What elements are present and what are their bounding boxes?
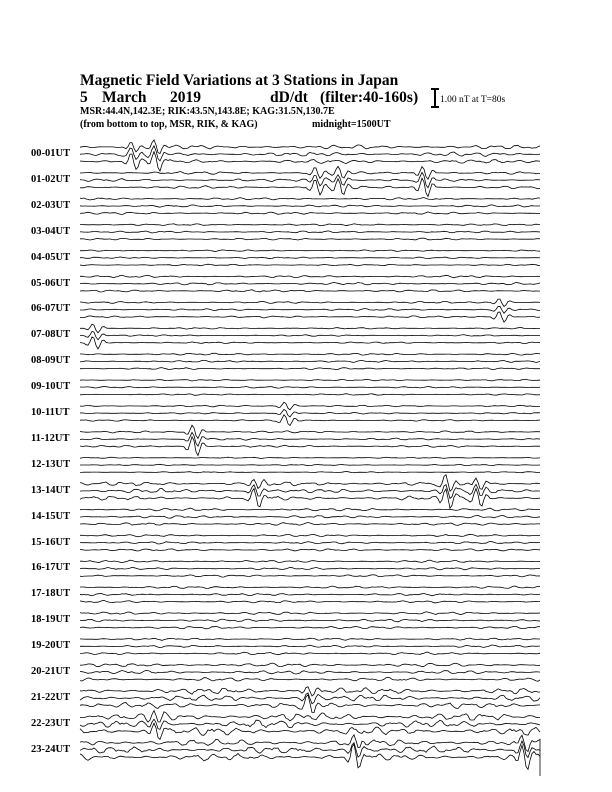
trace-msr <box>80 394 540 396</box>
trace-rik <box>80 432 540 446</box>
hour-label: 08-09UT <box>31 355 71 367</box>
hour-label: 19-20UT <box>31 640 71 652</box>
hour-label: 16-17UT <box>31 562 71 574</box>
trace-kag <box>80 638 540 640</box>
trace-kag <box>80 198 540 200</box>
trace-msr <box>80 652 540 655</box>
trace-kag <box>80 560 540 563</box>
trace-msr <box>80 549 540 551</box>
date-year: 2019 <box>170 89 201 106</box>
trace-kag <box>80 140 540 154</box>
trace-rik <box>80 360 540 362</box>
date-month: March <box>102 89 147 106</box>
trace-msr <box>80 523 540 526</box>
trace-kag <box>80 612 540 615</box>
trace-rik <box>80 386 540 388</box>
trace-kag <box>80 299 540 306</box>
trace-msr <box>80 677 540 681</box>
trace-rik <box>80 542 540 545</box>
trace-kag <box>80 224 540 226</box>
trace-rik <box>80 332 540 340</box>
trace-msr <box>80 744 540 769</box>
trace-msr <box>80 337 540 349</box>
trace-kag <box>80 275 540 278</box>
trace-msr <box>80 212 540 215</box>
trace-msr <box>80 178 540 196</box>
hour-label: 12-13UT <box>31 458 71 470</box>
trace-msr <box>80 312 540 322</box>
trace-msr <box>80 290 540 292</box>
hour-label: 18-19UT <box>31 614 71 626</box>
trace-rik <box>80 671 540 675</box>
trace-msr <box>80 626 540 629</box>
hour-label: 10-11UT <box>31 407 70 418</box>
trace-rik <box>80 567 540 569</box>
hour-label: 04-05UT <box>31 251 71 263</box>
trace-rik <box>80 515 540 518</box>
trace-rik <box>80 205 540 207</box>
trace-msr <box>80 238 540 240</box>
hour-label: 05-06UT <box>31 277 71 289</box>
trace-kag <box>80 711 540 723</box>
trace-kag <box>80 324 540 333</box>
trace-kag <box>80 508 540 511</box>
hour-label: 15-16UT <box>31 536 71 548</box>
trace-rik <box>80 409 540 417</box>
trace-rik <box>80 257 540 259</box>
trace-kag <box>80 586 540 589</box>
station-order-note: (from bottom to top, MSR, RIK, & KAG) <box>80 119 258 130</box>
trace-rik <box>80 593 540 595</box>
hour-label: 22-23UT <box>31 717 71 729</box>
trace-msr <box>80 368 540 370</box>
midnight-note: midnight=1500UT <box>312 119 391 130</box>
hour-label: 02-03UT <box>31 199 71 211</box>
trace-rik <box>80 282 540 285</box>
trace-kag <box>80 735 540 752</box>
trace-rik <box>80 464 540 465</box>
trace-kag <box>80 457 540 458</box>
hour-label: 01-02UT <box>31 173 71 185</box>
trace-kag <box>80 379 540 381</box>
trace-kag <box>80 353 540 355</box>
trace-rik <box>80 231 540 233</box>
trace-rik <box>80 484 540 498</box>
trace-rik <box>80 741 540 758</box>
hour-label: 17-18UT <box>31 588 71 600</box>
hour-label: 13-14UT <box>31 484 71 496</box>
hour-label: 11-12UT <box>31 432 70 444</box>
filter-label: (filter:40-160s) <box>320 89 419 106</box>
trace-kag <box>80 475 540 492</box>
station-coordinates: MSR:44.4N,142.3E; RIK:43.5N,143.8E; KAG:31.5N,130.7E <box>80 106 335 117</box>
date-day: 5 <box>80 89 88 106</box>
hour-label: 06-07UT <box>31 303 71 315</box>
trace-kag <box>80 402 540 410</box>
hour-label: 23-24UT <box>31 743 71 755</box>
trace-kag <box>80 534 540 536</box>
trace-msr <box>80 600 540 603</box>
trace-msr <box>80 264 540 266</box>
hour-label: 14-15UT <box>31 510 71 522</box>
hour-label: 21-22UT <box>31 691 71 703</box>
trace-kag <box>80 425 540 438</box>
trace-msr <box>80 437 540 456</box>
trace-rik <box>80 619 540 622</box>
trace-msr <box>80 415 540 426</box>
scale-label: 1.00 nT at T=80s <box>440 95 506 105</box>
trace-msr <box>80 723 540 739</box>
hour-label: 09-10UT <box>31 381 71 393</box>
trace-kag <box>80 250 540 252</box>
trace-rik <box>80 645 540 648</box>
hour-label: 00-01UT <box>31 148 71 159</box>
trace-rik <box>80 306 540 313</box>
trace-kag <box>80 663 540 667</box>
trace-kag <box>80 166 540 179</box>
quantity-label: dD/dt <box>270 89 308 106</box>
chart-title: Magnetic Field Variations at 3 Stations in Japan <box>80 72 399 89</box>
hour-label: 03-04UT <box>31 225 71 237</box>
trace-msr <box>80 575 540 577</box>
hour-label: 07-08UT <box>31 329 71 341</box>
trace-msr <box>80 472 540 473</box>
hour-label: 20-21UT <box>31 666 71 677</box>
trace-kag <box>80 687 540 696</box>
